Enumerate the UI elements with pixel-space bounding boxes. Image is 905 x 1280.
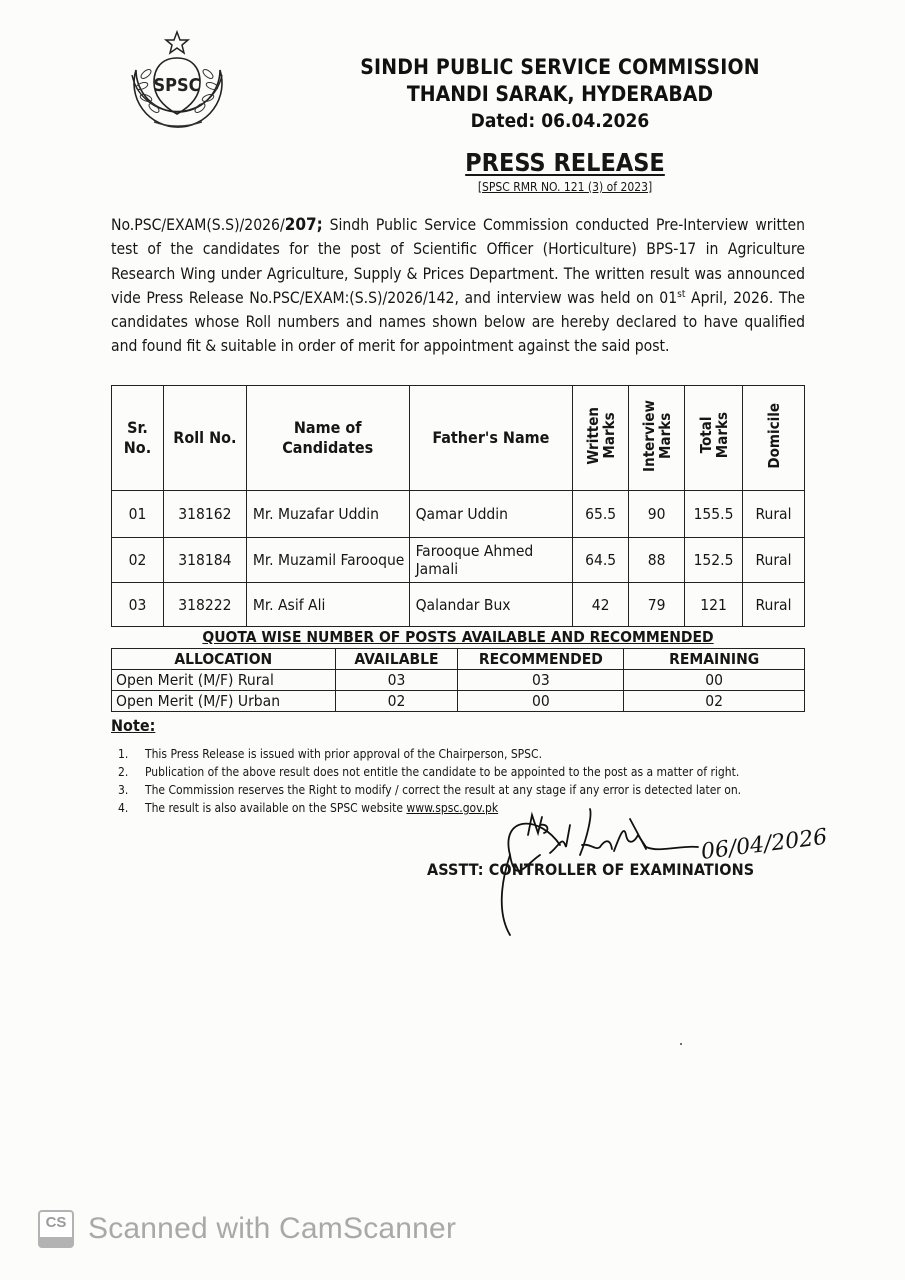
- note-text: The Commission reserves the Right to modify / correct the result at any stage if any error is detected later on.: [145, 783, 742, 797]
- cell-remaining: 02: [624, 691, 805, 712]
- cell-candidate-name: Mr. Muzafar Uddin: [246, 491, 409, 538]
- cell-domicile: Rural: [743, 538, 805, 583]
- note-number: 1.: [118, 747, 129, 761]
- cell-total-marks: 121: [685, 583, 743, 627]
- cell-total-marks: 152.5: [685, 538, 743, 583]
- cell-sr-no: 03: [112, 583, 164, 627]
- cell-sr-no: 02: [112, 538, 164, 583]
- header-domicile: [743, 386, 805, 491]
- cell-available: 02: [335, 691, 458, 712]
- cell-allocation: Open Merit (M/F) Urban: [112, 691, 336, 712]
- camscanner-logo-icon: [38, 1210, 74, 1248]
- cell-domicile: Rural: [743, 491, 805, 538]
- signature-date: 06/04/2026: [699, 824, 829, 865]
- header-interview-line2: Marks: [655, 412, 674, 459]
- press-release-reference: [SPSC RMR NO. 121 (3) of 2023]: [477, 180, 653, 194]
- spsc-website-link[interactable]: www.spsc.gov.pk: [406, 801, 499, 815]
- header-candidate-name: Name of Candidates: [246, 386, 409, 491]
- camscanner-logo-text: CS: [45, 1214, 67, 1231]
- cell-written-marks: 64.5: [573, 538, 629, 583]
- cell-written-marks: 42: [573, 583, 629, 627]
- paragraph-text-1: Sindh Public Service Commission conducted Pre-Interview written test of the candidates for the post of Scientific Officer (Horticulture) BPS-17 in Agriculture Research Wing under Agriculture, Supply & Prices Department. The written result was announced vide Press Release No.PSC/EXAM:(S.S)/2026/142, and interview was held on 01: [111, 216, 805, 307]
- svg-text:SPSC: SPSC: [153, 75, 201, 96]
- watermark-text: Scanned with CamScanner: [88, 1212, 457, 1245]
- header-recommended: RECOMMENDED: [458, 649, 624, 670]
- cell-interview-marks: 88: [629, 538, 685, 583]
- cell-roll-no: 318162: [163, 491, 246, 538]
- note-text: The result is also available on the SPSC website: [145, 801, 407, 815]
- cell-roll-no: 318222: [163, 583, 246, 627]
- cell-recommended: 03: [458, 670, 624, 691]
- cell-candidate-name: Mr. Asif Ali: [246, 583, 409, 627]
- paragraph-text-2: April, 2026. The candidates whose Roll numbers and names shown below are hereby declared to have qualified and found fit & suitable in order of merit for appointment against the said post.: [111, 288, 805, 356]
- table-row: [112, 583, 805, 627]
- header-available: AVAILABLE: [335, 649, 458, 670]
- note-text: This Press Release is issued with prior approval of the Chairperson, SPSC.: [145, 747, 543, 761]
- cell-domicile: Rural: [743, 583, 805, 627]
- note-number: 4.: [118, 801, 129, 815]
- header-total-marks: [685, 386, 743, 491]
- cell-interview-marks: 79: [629, 583, 685, 627]
- signatory-designation: ASSTT: CONTROLLER OF EXAMINATIONS: [427, 860, 755, 879]
- quota-row: [112, 691, 805, 712]
- announcement-paragraph: [111, 213, 805, 359]
- camscanner-watermark: [38, 1210, 456, 1248]
- note-item: [118, 745, 818, 763]
- quota-header-row: [112, 649, 805, 670]
- header-total-line1: Total: [696, 417, 715, 454]
- header-domicile-text: Domicile: [764, 402, 783, 469]
- cell-candidate-name: Mr. Muzamil Farooque: [246, 538, 409, 583]
- cell-father-name: Farooque Ahmed Jamali: [409, 538, 573, 583]
- header-total-line2: Marks: [712, 412, 731, 459]
- table-row: [112, 538, 805, 583]
- header-roll-no: Roll No.: [163, 386, 246, 491]
- header-written-line1: Written: [583, 406, 602, 465]
- cell-available: 03: [335, 670, 458, 691]
- table-row: [112, 491, 805, 538]
- header-written-line2: Marks: [599, 412, 618, 459]
- cell-recommended: 00: [458, 691, 624, 712]
- header-father-name: Father's Name: [409, 386, 573, 491]
- spsc-emblem-icon: [124, 30, 230, 134]
- quota-row: [112, 670, 805, 691]
- header-sr-no: Sr. No.: [112, 386, 164, 491]
- table-header-row: [112, 386, 805, 491]
- header-interview-marks: [629, 386, 685, 491]
- ordinal-suffix: st: [677, 288, 686, 300]
- header-written-marks: [573, 386, 629, 491]
- header-interview-line1: Interview: [639, 399, 658, 472]
- cell-father-name: Qalandar Bux: [409, 583, 573, 627]
- cell-father-name: Qamar Uddin: [409, 491, 573, 538]
- quota-table-title: QUOTA WISE NUMBER OF POSTS AVAILABLE AND RECOMMENDED: [202, 628, 714, 646]
- document-date: Dated: 06.04.2026: [470, 110, 650, 132]
- cell-interview-marks: 90: [629, 491, 685, 538]
- header-allocation: ALLOCATION: [112, 649, 336, 670]
- note-heading: Note:: [111, 716, 156, 735]
- scan-speck: [680, 1043, 682, 1045]
- header-remaining: REMAINING: [624, 649, 805, 670]
- reference-number: 207;: [284, 215, 323, 235]
- press-release-title: PRESS RELEASE: [465, 148, 665, 177]
- organization-name: SINDH PUBLIC SERVICE COMMISSION: [360, 55, 760, 79]
- cell-sr-no: 01: [112, 491, 164, 538]
- cell-written-marks: 65.5: [573, 491, 629, 538]
- cell-total-marks: 155.5: [685, 491, 743, 538]
- note-text: Publication of the above result does not entitle the candidate to be appointed to the post as a matter of right.: [145, 765, 740, 779]
- quota-table: [111, 648, 805, 712]
- note-number: 3.: [118, 783, 129, 797]
- results-table: [111, 385, 805, 627]
- cell-roll-no: 318184: [163, 538, 246, 583]
- organization-address: THANDI SARAK, HYDERABAD: [406, 82, 714, 106]
- reference-prefix: No.PSC/EXAM(S.S)/2026/: [111, 216, 285, 234]
- cell-remaining: 00: [624, 670, 805, 691]
- cell-allocation: Open Merit (M/F) Rural: [112, 670, 336, 691]
- note-number: 2.: [118, 765, 129, 779]
- note-item: [118, 763, 818, 781]
